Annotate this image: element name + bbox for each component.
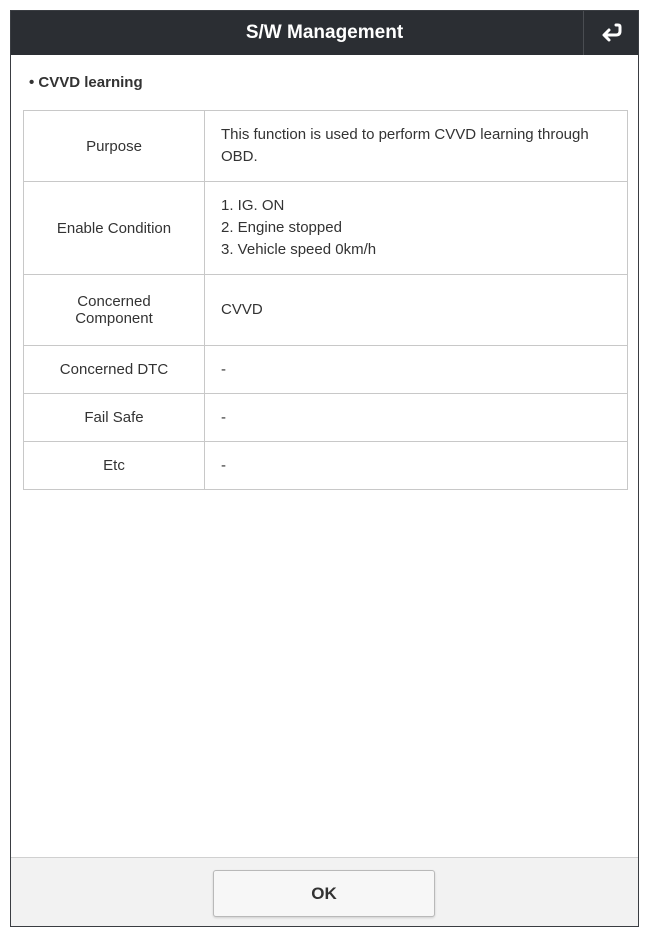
value-line: This function is used to perform CVVD learning through OBD.: [221, 126, 589, 165]
row-key-concerned-component: [24, 275, 205, 346]
row-value-purpose: [205, 111, 628, 182]
value-line: CVVD: [221, 301, 263, 318]
row-key-concerned-dtc: Concerned DTC: [24, 346, 205, 394]
back-button[interactable]: [583, 11, 638, 55]
value-line: -: [221, 456, 226, 474]
value-line: -: [221, 360, 226, 378]
row-value-enable-condition: [205, 182, 628, 275]
row-value-concerned-dtc: [205, 346, 628, 394]
value-line: 3. Vehicle speed 0km/h: [221, 241, 377, 258]
table-row: [24, 275, 628, 346]
footer-bar: [11, 857, 638, 926]
row-key-enable-condition: Enable Condition: [24, 182, 205, 275]
table-row: [24, 111, 628, 182]
row-value-fail-safe: [205, 394, 628, 442]
value-line: 1. IG. ON: [221, 197, 285, 214]
row-value-etc: [205, 442, 628, 490]
dialog-window: [10, 10, 639, 927]
ok-button[interactable]: OK: [213, 870, 435, 917]
title-bar: [11, 11, 638, 55]
row-key-etc: Etc: [24, 442, 205, 490]
section-label: • CVVD learning: [29, 74, 143, 91]
key-line: Concerned: [77, 293, 151, 310]
key-line: Component: [75, 310, 153, 327]
table-row: [24, 442, 628, 490]
table-row: [24, 346, 628, 394]
row-value-concerned-component: [205, 275, 628, 346]
page-title: S/W Management: [245, 22, 404, 43]
table-row: [24, 394, 628, 442]
table-row: [24, 182, 628, 275]
row-key-purpose: Purpose: [24, 111, 205, 182]
value-line: -: [221, 408, 226, 426]
row-key-fail-safe: Fail Safe: [24, 394, 205, 442]
return-arrow-icon: [599, 22, 623, 44]
info-table: [23, 110, 628, 490]
value-line: 2. Engine stopped: [221, 219, 342, 236]
